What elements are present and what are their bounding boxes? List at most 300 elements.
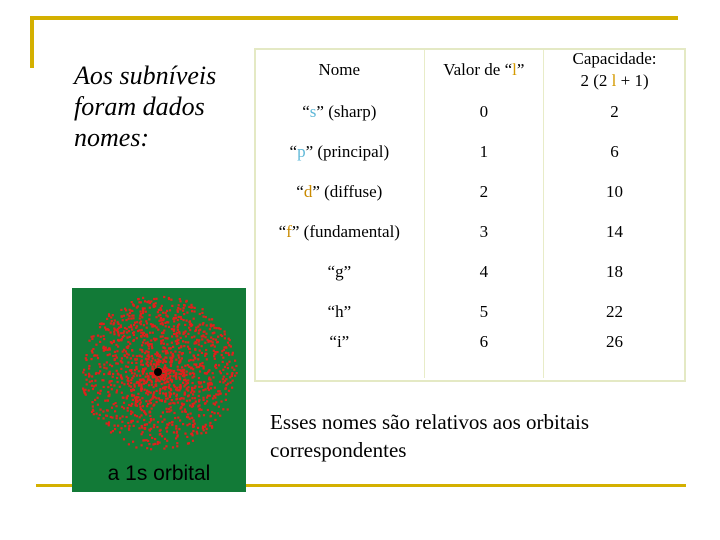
orbital-dot [173,371,175,373]
orbital-dot [164,356,166,358]
orbital-dot [160,309,162,311]
orbital-dot [228,344,230,346]
orbital-dot [176,387,178,389]
orbital-dot [190,391,192,393]
orbital-dot [188,423,190,425]
table-row [255,332,686,378]
orbital-dot [214,412,216,414]
orbital-dot [133,375,135,377]
orbital-dot [127,341,129,343]
orbital-dot [106,367,108,369]
orbital-dot [96,413,98,415]
orbital-dot [120,360,122,362]
orbital-dot [96,355,98,357]
orbital-dot [139,399,141,401]
orbital-dot [110,384,112,386]
orbital-dot [111,365,113,367]
orbital-dot [103,350,105,352]
orbital-dot [126,356,128,358]
orbital-dot [141,359,143,361]
orbital-dot [105,347,107,349]
orbital-dot [227,342,229,344]
orbital-dot [127,407,129,409]
orbital-dot [204,342,206,344]
orbital-dot [92,409,94,411]
orbital-dot [151,408,153,410]
orbital-dot [103,367,105,369]
orbital-dot [184,394,186,396]
orbital-dot [107,354,109,356]
orbital-dot [113,333,115,335]
orbital-dot [142,297,144,299]
orbital-dot [160,317,162,319]
orbital-dot [134,322,136,324]
orbital-dot [111,407,113,409]
orbital-dot [170,370,172,372]
orbital-dot [205,353,207,355]
orbital-dot [163,296,165,298]
orbital-dot [141,397,143,399]
orbital-dot [143,324,145,326]
orbital-dot [199,363,201,365]
orbital-dot [109,364,111,366]
orbital-dot [170,406,172,408]
orbital-dot [182,382,184,384]
orbital-dot [201,312,203,314]
orbital-dot [114,358,116,360]
orbital-dot [133,425,135,427]
orbital-dot [227,408,229,410]
orbital-dot [91,385,93,387]
orbital-dot [156,390,158,392]
orbital-dot [102,410,104,412]
orbital-dot [163,418,165,420]
orbital-dot [112,314,114,316]
orbital-dot [135,327,137,329]
subshell-letter: g [335,262,344,281]
orbital-dot [91,336,93,338]
header-l-suffix: ” [516,60,525,79]
orbital-dot [175,359,177,361]
orbital-dot [136,375,138,377]
subshell-letter: d [303,182,313,201]
header-capacity-formula-a: 2 (2 [580,71,612,90]
orbital-dot [180,397,182,399]
orbital-dot [173,412,175,414]
orbital-dot [139,403,141,405]
orbital-dot [213,332,215,334]
orbital-dot [128,443,130,445]
orbital-dot [179,419,181,421]
orbital-dot [166,350,168,352]
orbital-dot [145,311,147,313]
orbital-dot [125,309,127,311]
header-capacity-l-symbol: l [611,71,617,90]
orbital-dot [128,318,130,320]
orbital-dot [173,325,175,327]
orbital-dot [171,381,173,383]
orbital-dot [148,345,150,347]
orbital-dot [113,331,115,333]
orbital-dot [204,372,206,374]
orbital-dot [167,315,169,317]
orbital-dot [146,447,148,449]
orbital-dot [121,316,123,318]
orbital-dot [85,357,87,359]
orbital-dot [222,361,224,363]
orbital-dot [147,393,149,395]
orbital-dot [137,421,139,423]
orbital-dot [115,354,117,356]
row-name-d [255,172,425,212]
orbital-dot [231,354,233,356]
orbital-dot [138,427,140,429]
orbital-dot [114,428,116,430]
orbital-dot [130,318,132,320]
open-quote: “ [296,182,304,201]
orbital-dot [205,424,207,426]
orbital-dot [130,369,132,371]
orbital-dot [124,327,126,329]
orbital-dot [172,446,174,448]
orbital-dot [125,319,127,321]
orbital-dot [151,324,153,326]
orbital-dot [156,351,158,353]
orbital-dot [123,402,125,404]
orbital-dot [178,389,180,391]
orbital-dot [131,377,133,379]
orbital-dot [150,300,152,302]
orbital-dot [202,427,204,429]
orbital-dot [128,385,130,387]
orbital-dot [219,390,221,392]
orbital-dot [224,366,226,368]
orbital-dot [179,369,181,371]
orbital-dot [157,441,159,443]
orbital-dot [116,391,118,393]
orbital-dot [177,354,179,356]
orbital-dot [173,392,175,394]
orbital-dot [200,409,202,411]
orbital-dot [108,329,110,331]
orbital-dot [167,381,169,383]
orbital-dot [132,441,134,443]
orbital-dot [189,399,191,401]
orbital-dot [159,388,161,390]
orbital-dot [130,405,132,407]
header-capacity-formula-b: + 1) [616,71,649,90]
orbital-dot [99,393,101,395]
orbital-dot [191,390,193,392]
orbital-dot [189,348,191,350]
orbital-dot [145,342,147,344]
orbital-dot [172,353,174,355]
orbital-dot [86,354,88,356]
orbital-dot [111,342,113,344]
orbital-dot [127,422,129,424]
orbital-dot [186,436,188,438]
row-capacity: 22 [544,292,686,332]
orbital-dot [199,324,201,326]
orbital-dot [112,355,114,357]
orbital-dot [135,367,137,369]
orbital-dot [191,417,193,419]
orbital-dot [103,338,105,340]
row-name-f [255,212,425,252]
orbital-dot [197,405,199,407]
header-capacity-line2 [544,70,685,92]
orbital-dot [181,411,183,413]
orbital-dot [130,382,132,384]
orbital-dot [108,348,110,350]
orbital-dot [170,359,172,361]
orbital-dot [166,337,168,339]
orbital-dot [214,419,216,421]
orbital-dot [206,397,208,399]
orbital-dot [136,337,138,339]
orbital-dot [127,366,129,368]
orbital-dot [155,316,157,318]
orbital-dot [214,346,216,348]
orbital-dot [131,362,133,364]
orbital-dot [103,323,105,325]
orbital-dot [97,404,99,406]
orbital-dot [124,355,126,357]
orbital-dot [163,329,165,331]
orbital-dot [228,390,230,392]
orbital-dot [131,301,133,303]
orbital-dot [99,326,101,328]
orbital-dot [192,382,194,384]
orbital-dot [161,377,163,379]
orbital-dot [176,335,178,337]
orbital-dot [175,395,177,397]
orbital-dot [203,429,205,431]
orbital-dot [199,350,201,352]
orbital-dot [167,378,169,380]
header-capacity-line1: Capacidade: [572,49,657,68]
header-l-symbol: l [512,60,517,79]
orbital-dot [147,365,149,367]
orbital-dot [178,304,180,306]
orbital-dot [231,367,233,369]
orbital-dot [94,354,96,356]
orbital-dot [209,328,211,330]
orbital-dot [200,381,202,383]
orbital-dot [193,355,195,357]
orbital-dot [206,400,208,402]
orbital-dot [113,327,115,329]
orbital-dot [208,389,210,391]
orbital-dot [166,352,168,354]
orbital-dot [211,427,213,429]
orbital-dot [192,440,194,442]
orbital-dot [100,336,102,338]
orbital-dot [114,319,116,321]
orbital-dot [115,344,117,346]
orbital-dot [171,399,173,401]
orbital-dot [140,336,142,338]
orbital-dot [120,376,122,378]
orbital-dot [176,442,178,444]
orbital-dot [139,355,141,357]
orbital-dot [225,393,227,395]
orbital-dot [146,336,148,338]
orbital-dot [103,417,105,419]
orbital-dot [171,305,173,307]
orbital-dot [142,364,144,366]
orbital-dot [201,362,203,364]
orbital-dot [173,333,175,335]
orbital-dot [201,335,203,337]
orbital-dot [142,332,144,334]
orbital-dot [150,448,152,450]
row-capacity: 18 [544,252,686,292]
orbital-dot [191,397,193,399]
orbital-dot [159,392,161,394]
orbital-dot [167,398,169,400]
orbital-dot [109,380,111,382]
close-quote: ” [343,302,352,321]
orbital-dot [207,385,209,387]
orbital-dot [106,415,108,417]
orbital-dot [188,327,190,329]
orbital-dot [198,377,200,379]
orbital-dot [166,408,168,410]
orbital-dot [187,379,189,381]
orbital-dot [151,343,153,345]
orbital-dot [117,339,119,341]
orbital-dot [120,368,122,370]
row-capacity: 26 [544,332,686,378]
orbital-dot [205,316,207,318]
orbital-dot [150,418,152,420]
orbital-dot [175,333,177,335]
orbital-dot [150,402,152,404]
orbital-dot [150,373,152,375]
orbital-dot [235,365,237,367]
orbital-dot [103,346,105,348]
orbital-dot [132,420,134,422]
orbital-dot [155,378,157,380]
orbital-dot [183,369,185,371]
orbital-dot [155,365,157,367]
orbital-dot [194,397,196,399]
orbital-dot [140,401,142,403]
orbital-dot [140,390,142,392]
orbital-dot [145,413,147,415]
orbital-dot [206,358,208,360]
orbital-dot [157,358,159,360]
orbital-dot [89,381,91,383]
orbital-dot [218,406,220,408]
orbital-dot [137,396,139,398]
orbital-dot [175,437,177,439]
orbital-dot [176,445,178,447]
orbital-dot [192,393,194,395]
orbital-dot [94,380,96,382]
orbital-dot [194,307,196,309]
orbital-dot [187,413,189,415]
orbital-dot [82,371,84,373]
orbital-dot [198,414,200,416]
orbital-dot [209,422,211,424]
orbital-dot [198,395,200,397]
header-capacity [544,48,686,92]
orbital-dot [117,381,119,383]
orbital-dot [149,400,151,402]
orbital-dot [162,323,164,325]
orbital-dot [108,394,110,396]
orbital-dot [149,411,151,413]
orbital-dot [142,373,144,375]
orbital-dot [92,388,94,390]
orbital-dot [137,330,139,332]
orbital-dot [140,320,142,322]
orbital-dot [162,318,164,320]
orbital-dot [169,357,171,359]
orbital-dot [133,383,135,385]
subshell-letter: s [309,102,317,121]
orbital-dot [125,371,127,373]
orbital-dot [162,362,164,364]
orbital-dot [129,309,131,311]
orbital-dot [178,316,180,318]
orbital-dot [148,300,150,302]
orbital-dot [177,324,179,326]
orbital-dot [216,351,218,353]
orbital-dot [140,323,142,325]
orbital-dot [227,383,229,385]
orbital-dot [142,439,144,441]
orbital-dot [140,414,142,416]
orbital-dot [221,335,223,337]
orbital-dot [178,357,180,359]
header-l-prefix: Valor de “ [443,60,513,79]
orbital-dot [178,331,180,333]
orbital-dot [125,365,127,367]
orbital-dot [154,339,156,341]
orbital-dot [203,399,205,401]
orbital-dot [173,402,175,404]
orbital-dot [138,301,140,303]
orbital-dot [142,310,144,312]
orbital-dot [213,327,215,329]
orbital-dot [134,373,136,375]
orbital-dot [128,404,130,406]
orbital-dot [168,384,170,386]
orbital-dot [146,439,148,441]
orbital-dot [162,374,164,376]
orbital-dot [126,353,128,355]
orbital-dot [196,366,198,368]
orbital-dot [139,406,141,408]
orbital-dot [166,343,168,345]
orbital-dot [215,364,217,366]
row-l-value: 5 [424,292,543,332]
orbital-dot [146,423,148,425]
row-capacity: 14 [544,212,686,252]
orbital-dot [108,315,110,317]
orbital-dot [107,410,109,412]
orbital-dot [148,357,150,359]
orbital-dot [165,374,167,376]
orbital-dot [177,326,179,328]
orbital-dot [144,352,146,354]
orbital-dot [141,425,143,427]
orbital-dot [120,309,122,311]
orbital-dot [98,372,100,374]
